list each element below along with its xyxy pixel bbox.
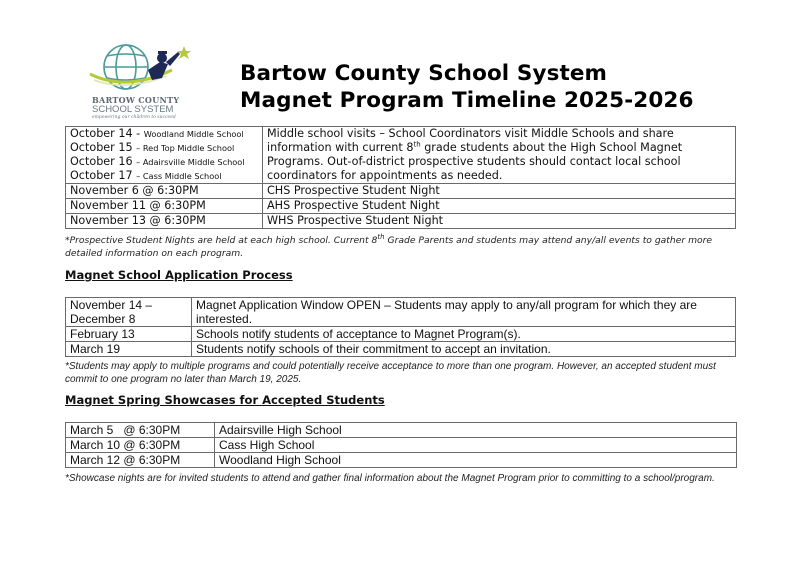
event-cell: CHS Prospective Student Night [263,184,736,199]
date-cell: March 12 @ 6:30PM [66,453,215,468]
table-row [66,327,736,342]
visit-row: October 14 - Woodland Middle School [70,127,244,140]
title-line1: Bartow County School System [240,61,608,86]
timeline-table [65,126,736,229]
district-logo [78,40,198,120]
application-note: *Students may apply to multiple programs and could potentially receive acceptance to more than one program. However, an accepted student must commit to one program no later than March 19, 2025. [65,361,716,385]
date-cell: March 5 @ 6:30PM [66,423,215,438]
table-row [66,127,736,184]
globe-logo-icon [86,40,196,95]
application-table [65,297,736,357]
table-row [66,438,737,453]
event-cell: WHS Prospective Student Night [263,214,736,229]
showcases-table [65,422,737,468]
date-cell: February 13 [66,327,192,342]
table-row [66,214,736,229]
school-cell: Adairsville High School [215,423,737,438]
showcase-note: *Showcase nights are for invited students to attend and gather final information about the Magnet Program prior to committing to a school/program. [65,473,715,484]
event-cell: AHS Prospective Student Night [263,199,736,214]
prospective-nights-note: *Prospective Student Nights are held at each high school. Current 8th Grade Parents and students may attend any/all events to gather more detailed information on each program. [65,232,713,259]
date-cell: March 10 @ 6:30PM [66,438,215,453]
title-line2: Magnet Program Timeline 2025-2026 [240,88,694,113]
visit-description: Middle school visits – School Coordinators visit Middle Schools and share information with current 8th grade students about the High School Magnet Programs. Out-of-district prospective students should contact local school coordinators for appointments as needed. [263,127,736,184]
date-cell: November 14 – December 8 [66,298,192,327]
date-cell: November 6 @ 6:30PM [66,184,263,199]
table-row [66,342,736,357]
table-row [66,298,736,327]
application-heading: Magnet School Application Process [65,268,293,282]
school-cell: Cass High School [215,438,737,453]
table-row [66,199,736,214]
logo-line1: BARTOW COUNTY [92,95,180,105]
school-cell: Woodland High School [215,453,737,468]
table-row [66,453,737,468]
visit-row: October 16 – Adairsville Middle School [70,155,245,168]
page-title [240,60,694,114]
event-cell: Schools notify students of acceptance to Magnet Program(s). [192,327,736,342]
date-cell: November 11 @ 6:30PM [66,199,263,214]
date-cell: March 19 [66,342,192,357]
visit-row: October 17 – Cass Middle School [70,169,222,182]
table-row [66,423,737,438]
event-cell: Magnet Application Window OPEN – Students may apply to any/all program for which they are interested. [192,298,736,327]
logo-line2: SCHOOL SYSTEM [92,104,174,115]
event-cell: Students notify schools of their commitment to accept an invitation. [192,342,736,357]
table-row [66,184,736,199]
visit-dates-cell [66,127,263,184]
date-cell: November 13 @ 6:30PM [66,214,263,229]
visit-row: October 15 – Red Top Middle School [70,141,235,154]
showcases-heading: Magnet Spring Showcases for Accepted Students [65,393,385,407]
logo-tagline: empowering our children to succeed [92,115,176,120]
